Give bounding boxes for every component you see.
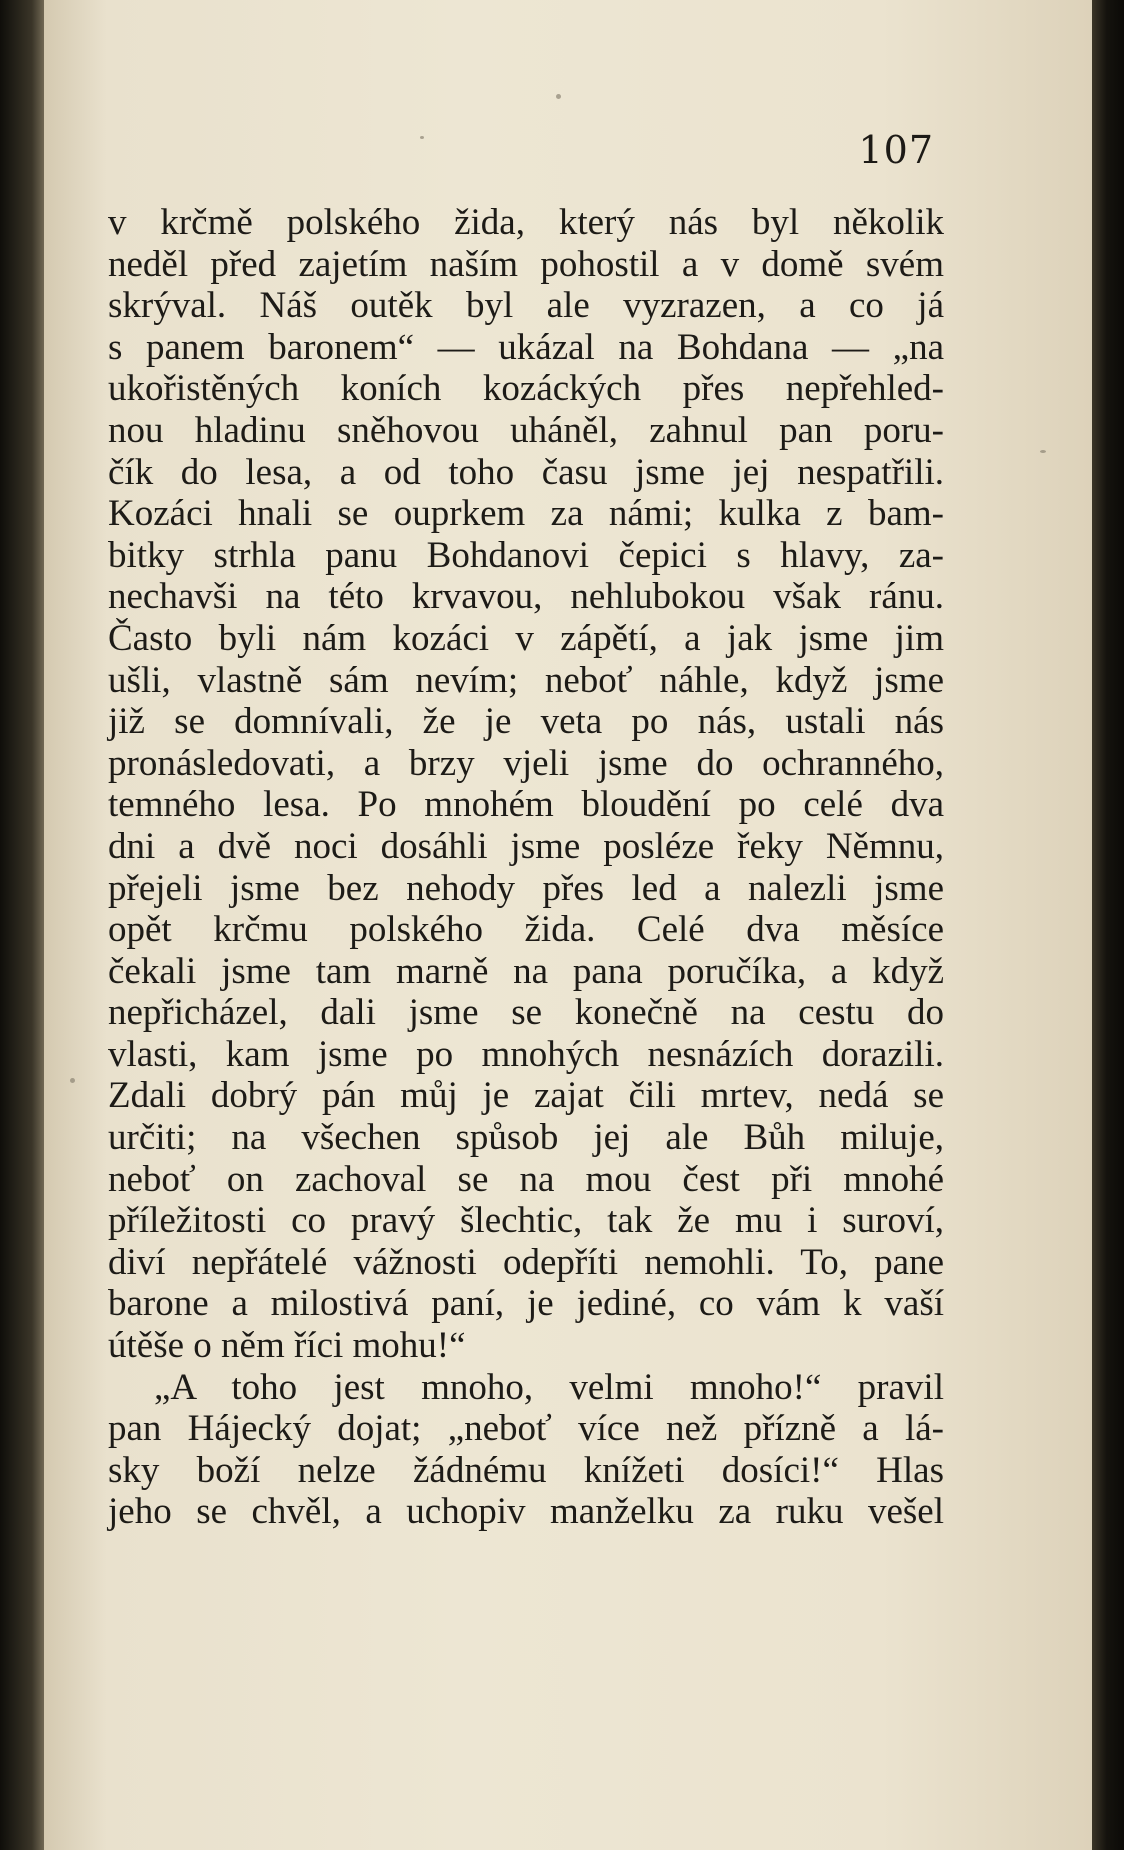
paper-speck — [556, 94, 561, 99]
text-line: čík do lesa, a od toho času jsme jej nespatřili. — [108, 451, 944, 493]
text-line: barone a milostivá paní, je jediné, co vám k vaší — [108, 1283, 944, 1325]
text-line: temného lesa. Po mnohém bloudění po celé dva — [108, 784, 944, 826]
text-line: v krčmě polského žida, který nás byl několik — [108, 202, 944, 243]
text-line: Zdali dobrý pán můj je zajat čili mrtev, nedá se — [108, 1075, 944, 1117]
text-line: bitky strhla panu Bohdanovi čepici s hlavy, za- — [108, 534, 944, 576]
text-line: příležitosti co pravý šlechtic, tak že mu i suroví, — [108, 1200, 944, 1242]
text-line: opět krčmu polského žida. Celé dva měsíce — [108, 909, 944, 951]
page-number: 107 — [858, 128, 934, 172]
text-line: nepřicházel, dali jsme se konečně na cestu do — [108, 992, 944, 1034]
page-edge — [1092, 0, 1124, 1850]
text-line: pan Hájecký dojat; „neboť více než přízně a lá- — [108, 1408, 944, 1450]
text-line: nou hladinu sněhovou uháněl, zahnul pan poru- — [108, 409, 944, 451]
body-text — [108, 202, 944, 1533]
text-line: pronásledovati, a brzy vjeli jsme do ochranného, — [108, 742, 944, 784]
paper-speck — [1040, 450, 1046, 453]
text-line: neděl před zajetím naším pohostil a v domě svém — [108, 243, 944, 285]
paper-speck — [420, 136, 424, 139]
text-line: neboť on zachoval se na mou čest při mnohé — [108, 1158, 944, 1200]
text-line: ušli, vlastně sám nevím; neboť náhle, když jsme — [108, 659, 944, 701]
text-line: ukořistěných koních kozáckých přes nepřehled- — [108, 368, 944, 410]
text-line: skrýval. Náš outěk byl ale vyzrazen, a co já — [108, 285, 944, 327]
text-line: určiti; na všechen spůsob jej ale Bůh miluje, — [108, 1117, 944, 1159]
text-line: s panem baronem“ — ukázal na Bohdana — „na — [108, 326, 944, 368]
text-line: vlasti, kam jsme po mnohých nesnázích dorazili. — [108, 1033, 944, 1075]
text-line: již se domnívali, že je veta po nás, ustali nás — [108, 701, 944, 743]
text-line: přejeli jsme bez nehody přes led a nalezli jsme — [108, 867, 944, 909]
paper-speck — [70, 1078, 75, 1083]
text-line: diví nepřátelé vážnosti odepříti nemohli. To, pane — [108, 1241, 944, 1283]
text-line: Kozáci hnali se ouprkem za námi; kulka z bam- — [108, 493, 944, 535]
text-line: dni a dvě noci dosáhli jsme posléze řeky Němnu, — [108, 825, 944, 867]
text-line: Často byli nám kozáci v zápětí, a jak jsme jim — [108, 617, 944, 659]
text-line: čekali jsme tam marně na pana poručíka, a když — [108, 950, 944, 992]
text-line: útěše o něm říci mohu!“ — [108, 1325, 466, 1367]
text-line: jeho se chvěl, a uchopiv manželku za ruku vešel — [108, 1491, 944, 1533]
text-line: nechavši na této krvavou, nehlubokou však ránu. — [108, 576, 944, 618]
text-line: sky boží nelze žádnému knížeti dosíci!“ Hlas — [108, 1449, 944, 1491]
text-line: „A toho jest mnoho, velmi mnoho!“ pravil — [154, 1366, 944, 1408]
